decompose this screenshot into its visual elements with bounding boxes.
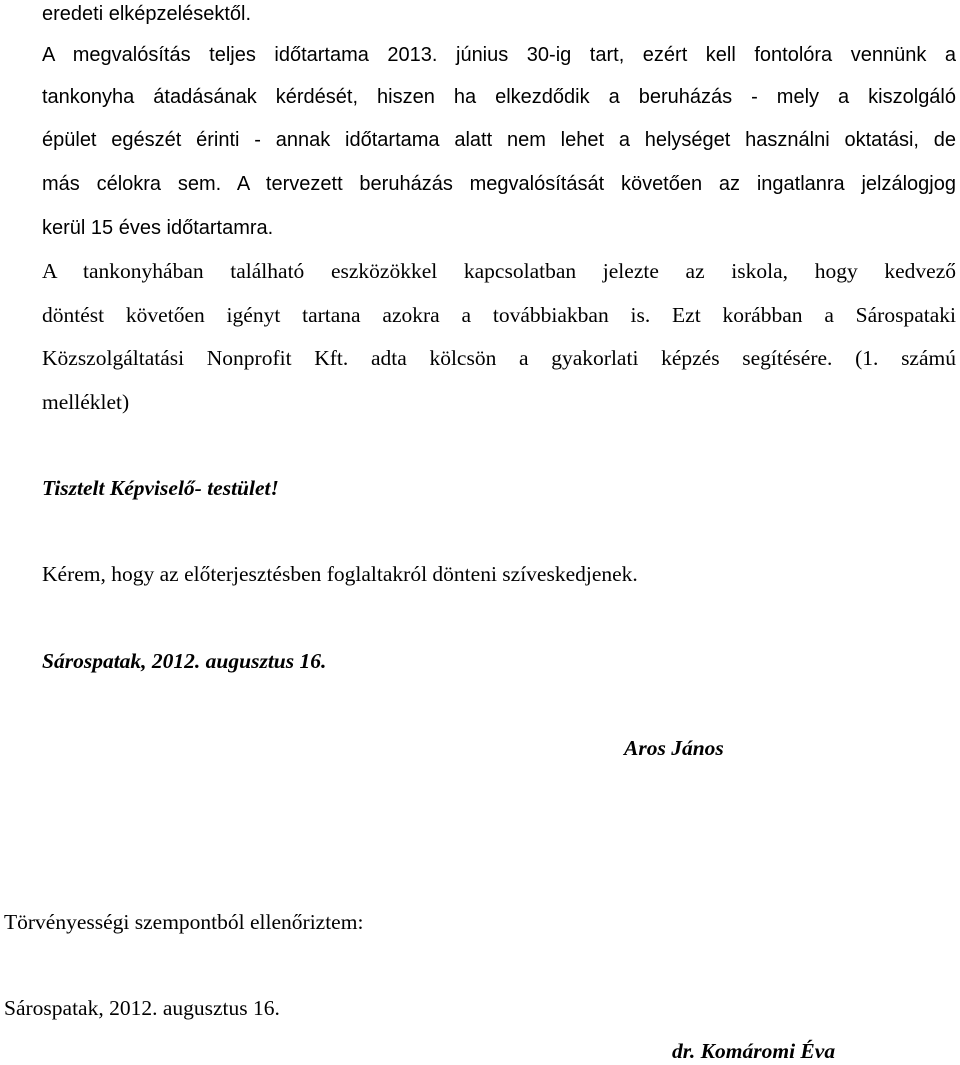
paragraph1-line-5: más célokra sem. A tervezett beruházás megvalósítását követően az ingatlanra jelzálogjog (42, 173, 956, 195)
place-date: Sárospatak, 2012. augusztus 16. (42, 649, 327, 673)
legal-signatory-name: dr. Komáromi Éva (672, 1039, 836, 1063)
legal-place-date: Sárospatak, 2012. augusztus 16. (4, 996, 280, 1020)
request-sentence: Kérem, hogy az előterjesztésben foglaltakról dönteni szíveskedjenek. (42, 562, 638, 586)
paragraph2-line-4: melléklet) (42, 390, 130, 414)
salutation: Tisztelt Képviselő- testület! (42, 476, 279, 500)
paragraph1-line-1: eredeti elképzelésektől. (42, 3, 252, 25)
paragraph1-line-6: kerül 15 éves időtartamra. (42, 217, 274, 239)
paragraph1-line-3: tankonyha átadásának kérdését, hiszen ha elkezdődik a beruházás - mely a kiszolgáló (42, 86, 956, 108)
signatory-name: Aros János (624, 736, 724, 760)
legal-check-label: Törvényességi szempontból ellenőriztem: (4, 910, 364, 934)
paragraph1-line-2: A megvalósítás teljes időtartama 2013. június 30-ig tart, ezért kell fontolóra vennünk a (42, 44, 956, 66)
paragraph2-line-1: A tankonyhában található eszközökkel kapcsolatban jelezte az iskola, hogy kedvező (42, 259, 956, 283)
paragraph1-line-4: épület egészét érinti - annak időtartama alatt nem lehet a helységet használni oktatási, de (42, 129, 956, 151)
paragraph2-line-3: Közszolgáltatási Nonprofit Kft. adta kölcsön a gyakorlati képzés segítésére. (1. számú (42, 346, 956, 370)
paragraph2-line-2: döntést követően igényt tartana azokra a továbbiakban is. Ezt korábban a Sárospataki (42, 303, 956, 327)
